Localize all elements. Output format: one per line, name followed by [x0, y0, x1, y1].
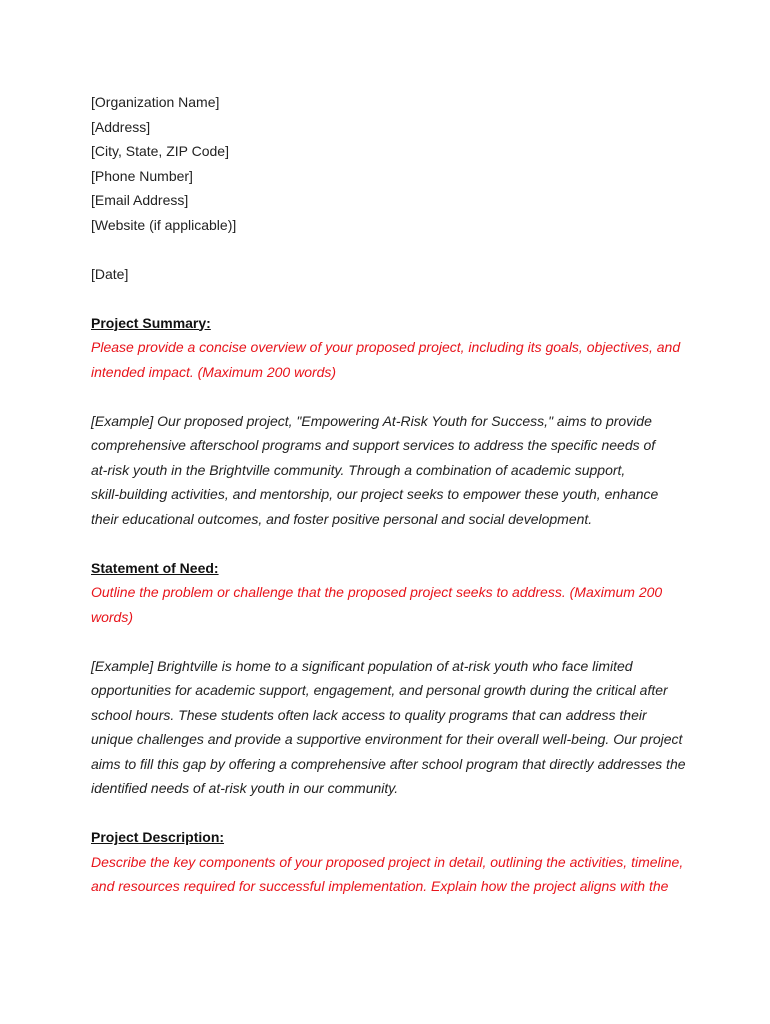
statement-of-need-example: unique challenges and provide a supportive environment for their overall well-being. Our project — [91, 731, 683, 747]
project-description-instruction: Describe the key components of your proposed project in detail, outlining the activities, timeline, — [91, 853, 684, 870]
organization-name: [Organization Name] — [91, 94, 220, 110]
statement-of-need-example: opportunities for academic support, engagement, and personal growth during the critical after — [91, 682, 668, 698]
statement-of-need-instruction: words) — [91, 608, 134, 625]
statement-of-need-example: school hours. These students often lack access to quality programs that can address their — [91, 706, 647, 723]
date: [Date] — [91, 265, 129, 282]
project-description-instruction: and resources required for successful implementation. Explain how the project aligns with the — [91, 878, 669, 894]
project-summary-instruction: intended impact. (Maximum 200 words) — [91, 363, 337, 380]
statement-of-need-instruction: Outline the problem or challenge that the proposed project seeks to address. (Maximum 200 — [91, 584, 663, 600]
project-summary-example: [Example] Our proposed project, "Empowering At-Risk Youth for Success," aims to provide — [91, 412, 652, 429]
spacer — [91, 286, 691, 311]
spacer — [91, 531, 691, 556]
phone-number: [Phone Number] — [91, 167, 193, 184]
website: [Website (if applicable)] — [91, 216, 237, 233]
project-description-heading: Project Description: — [91, 829, 225, 845]
spacer — [91, 237, 691, 262]
city-state-zip: [City, State, ZIP Code] — [91, 143, 229, 159]
project-summary-example: at-risk youth in the Brightville community. Through a combination of academic support, — [91, 461, 626, 478]
spacer — [91, 801, 691, 826]
spacer — [91, 384, 691, 409]
spacer — [91, 629, 691, 654]
statement-of-need-heading: Statement of Need: — [91, 559, 219, 576]
statement-of-need-example: [Example] Brightville is home to a significant population of at-risk youth who face limited — [91, 657, 633, 674]
project-summary-heading: Project Summary: — [91, 314, 211, 331]
statement-of-need-example: identified needs of at-risk youth in our community. — [91, 780, 399, 796]
project-summary-example: their educational outcomes, and foster positive personal and social development. — [91, 510, 593, 527]
email-address: [Email Address] — [91, 192, 189, 208]
project-summary-instruction: Please provide a concise overview of your proposed project, including its goals, objectives, and — [91, 339, 681, 355]
document-content — [91, 90, 691, 899]
project-summary-example: comprehensive afterschool programs and support services to address the specific needs of — [91, 437, 656, 453]
project-summary-example: skill-building activities, and mentorship, our project seeks to empower these youth, enhance — [91, 486, 659, 502]
statement-of-need-example: aims to fill this gap by offering a comprehensive after school program that directly addresses the — [91, 755, 686, 772]
address: [Address] — [91, 118, 151, 135]
